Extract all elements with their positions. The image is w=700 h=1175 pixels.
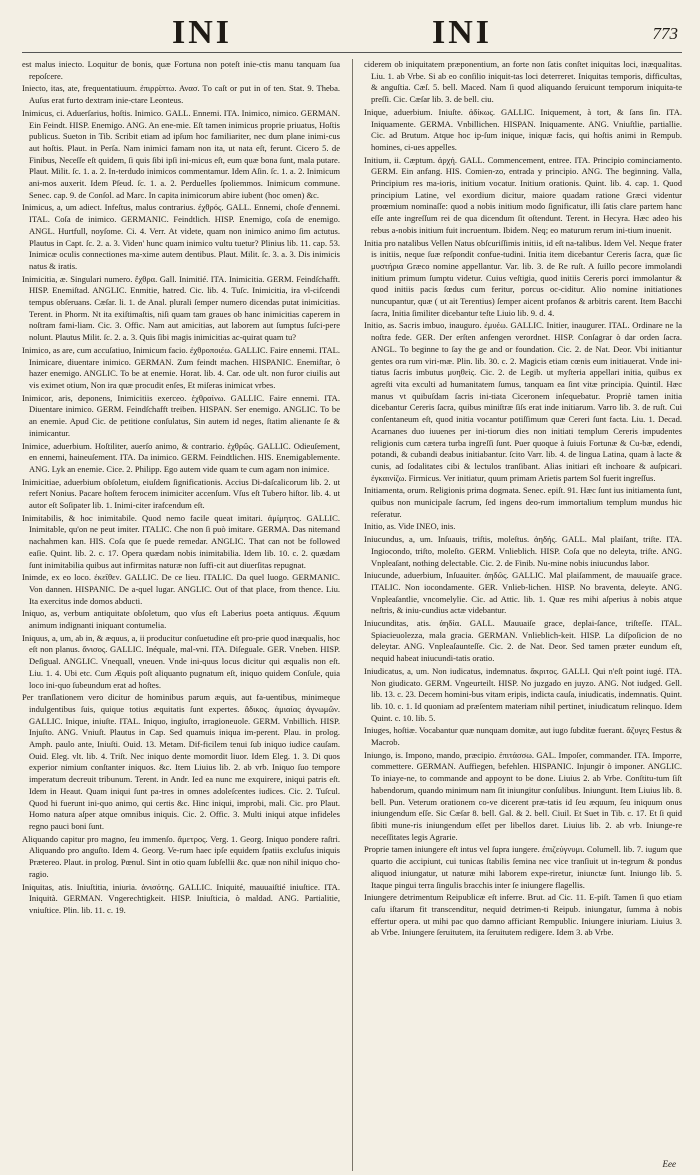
dictionary-entry: Inimicor, aris, deponens, Inimicitiis exerceo. ἐχθραίνω. GALLIC. Faire ennemi. ITA. Diuentare inimico. GERM. Feindſchafft treiben. HISPAN. Ser enemigo. ANGLIC. To be an enemie. Apud Cic. de petitione conſulatus, Sin autem id neges, ſtatim alienante ſe & inimicantur. xyxy=(22,392,340,438)
running-head-left: INI xyxy=(172,14,233,51)
column-divider xyxy=(352,59,353,1171)
dictionary-entry: Initiamenta, orum. Religionis prima dogmata. Senec. epiſt. 91. Hæc ſunt ius initiamenta ſunt, quibus non municipale ſacrum, ſed ingens deo-rum immortalium templum mundus hic reſeratur. xyxy=(364,485,682,519)
signature-mark: Eee xyxy=(662,1159,676,1169)
dictionary-entry: Iniquo, as, verbum antiquitate obſoletum, quo vſus eſt Laberius poeta antiquus. Æquum animum indignanti iniquant contumelia. xyxy=(22,608,340,631)
dictionary-entry: Iniecto, itas, ate, frequentatiuum. ἐπιρρίπτω. Ανασ. Τo caſt or put in of ten. Stat. 9. Theba. Auſus erat furto dextram inie-ctare Leonteus. xyxy=(22,83,340,106)
dictionary-entry: Initium, ii. Cæptum. ἀρχή. GALL. Commencement, entree. ITA. Principio cominciamento. GERM. Ein anfang. HIS. Comien-zo, entrada y principio. ANG. The beginning. Valla, Principium res ma-ioris, initium vocatur. Initium orationis. Quint. lib. 4. cap. 1. Quod principium Latine, vel exordium dicitur, maiore quadam ratione Græci videntur proœmium nominaſſe: quod a nobis initium modo ſignificatur, illi ſatis clare partem hanc eſſe ante ingreſſum rei de qua dicendum ſit oſtendunt. Terent. in Hecyra. Hæc adeo his rebus a-nobis initium fuit incruentum. Ibidem. Neq; eo maturum rerum ini-tium inuenit. xyxy=(364,154,682,235)
dictionary-entry: Iniucundus, a, um. Inſuauis, triſtis, moleſtus. ἀηδής. GALL. Mal plaiſant, triſte. ITA. Ingiocondo, triſto, moleſto. GERM. Vnlieblich. HISP. Coſa que no deleyta, triſte. ANG. Vnpleaſant, nothing delectable. Cic. 2. de Finib. Nu-mine nobis iniucundus labor. xyxy=(364,534,682,568)
running-head-right: INI xyxy=(432,14,493,51)
page-number: 773 xyxy=(652,24,678,43)
dictionary-entry: Inimicitia, æ. Singulari numero. ἔχθρα. Gall. Inimitié. ITA. Inimicitia. GERM. Feindſchafft. HISP. Enemiſtad. ANGLIC. Enmitie, hatred. Cic. lib. 4. Tuſc. Inimicitia, ira vl-ciſcendi tempus obſeruans. Cæſar. li. 1. de Anal. plurali ſemper numero dicendas putat inimicitias. Terent. in Phorm. Nt ita exiſtimaſtis, niſi quam tam graues ob hanc inimicitias caperem in noſtram fami-liam. Cic. 3. Offic. Nam aut amicitias, aut laborem aut ſumptus ſuſci-pere nolunt. Plautus Milit. ſc. 2. a. 3. Quis ſibi magis inimicitias ac-quirat quam tu? xyxy=(22,273,340,343)
dictionary-entry: Iniungo, is. Impono, mando, præcipio. ἐπιτάσσω. GAL. Impoſer, commander. ITA. Imporre, commettere. GERMAN. Auffiegen, befehlen. HISPANIC. Injungir ò imponer. ANGLIC. To iniaye-ne, to commande and appoynt to be done. Liuius 2. ab Vrbe. Conſtitu-tum ſiſt habendorum, quando minimum nam ſit iniungitur conſulibus. Iniungunt. Item Liuius lib. 8. bell. Pun. Veterum orationem co-ve dicerent præ-tatis id ſeu æquum, ſeu iniquum onus iniungendum eſſe. Sic Cæſar 8. bell. Gal. & 2. bell. Ciuil. Et Suet in Tib. c. 17. Et ſi quid ſibiti mune-ris iniungendum eſſet per libellos daret. Liuius lib. 2. ab vrb. Iniunge-re neceſſitates legis Agrarie. xyxy=(364,749,682,842)
dictionary-entry: Iniungere detrimentum Reipublicæ eſt inferre. Brut. ad Cic. 11. E-piſt. Tamen ſi quo etiam caſu iſtarum fit transcenditur, nequid detrimen-ti Reipub. iniungatur, ſumma à nobis effertur opera. ut mihi pac quo damno afficiant Rempublic. Iniungere iniuriam. Liuius 3. ab Vrbe. Iniungere ſeruitutem, ita ſeruitutem redigere. Idem 3. ab Vrbe. xyxy=(364,892,682,938)
dictionary-entry: Proprie tamen iniungere eſt intus vel ſupra iungere. ἐπιζεύγνυμι. Columell. lib. 7. iugum que quarto die accipiunt, cui tunicas ſtabilis ſemina nec vice tranſiuit ut in-tegrum & pondus aliquod iniungatur, ut naturæ mihi laborem expe-riretur, iniunctæ ſunt. Iniungo lib. 5. Itaque pingui terra ſingulis bracchis inter ſe iniungere flagellis. xyxy=(364,844,682,890)
dictionary-entry: Inimicus, ci. Aduerſarius, hoſtis. Inimico. GALL. Ennemi. ITA. Inimico, nimico. GERMAN. Ein Feindt. HISP. Enemigo. ANG. An ene-mie. Eſt tamen inimicus proprie priuatus, Hoſtis publicus. Sueton in Tib. Scribit etiam ad ipſum hoc familiariter, nec dum plane inimi-cus aut hoſtis. Plaut. in Perſa. Nam inimici famam non ita, ut nata eſt, ferunt. Cicero 5. de Finibus, Neceſſe eſt quidem, ſi quis ſibi ipſi ini-micus eſt, eum quæ bona ſunt, mala putare. Plaut. Milit. ſc. 1. a. 2. In-terdudo inimicos commentamur. Idem Aſin. ſc. 1. a. 2. Inimicum ani-mos auxerit. Idem Pſeud. ſc. 1. a. 2. Perduelles ſpoliemmos. Inimicum commune. Senec. cap. 9. de Conſol. ad Marc. In capita inimicorum abire iubent (hoc omen) &c. xyxy=(22,107,340,200)
dictionary-entry: Inimde, ex eo loco. ἐκεῖθεν. GALLIC. De ce lieu. ITALIC. Da quel luogo. GERMANIC. Von dannen. HISPANIC. De a-quel lugar. ANGLIC. Out of that place, from thence. Liu. Ita exercitus inde domos abducti. xyxy=(22,572,340,606)
dictionary-entry: Iniquus, a, um, ab in, & æquus, a, ii producitur conſuetudine eſt pro-prie quod inæqualis, hoc eſt non planus. ἄνισος. GALLIC. Inéquale, mal-vni. ITA. Diſeguale. GER. Vneben. HISP. Deſigual. ANGLIC. Vnequall, vneuen. Vnde ini-quus locus dicitur qui æqualis non eſt. Liu. 1. 4. Ubi etc. Cum Æquis poſt aliquanto pugnatum eſt, iniquo quidem Conſule, quia loco ini-quo ſubeundum erat ad hoſtes. xyxy=(22,632,340,690)
left-column xyxy=(22,59,340,1171)
dictionary-entry: Iniucunditas, atis. ἀηδία. GALL. Mauuaiſe grace, deplai-ſance, triſteſſe. ITAL. Spiacieuolezza, mala gracia. GERMAN. Vnlieblich-keit. HISP. La diſpoſicion de no deleytar. ANG. Vnpleaſaunteſſe. Cic. 2. de Nat. Deor. Sed tamen præter eundum eſt, nequid habeat iniucundi-tatis oratio. xyxy=(364,618,682,664)
dictionary-entry: Initio, as. Vide INEO, inis. xyxy=(364,521,456,532)
dictionary-entry: Inimicitiae, aduerbium obſoletum, eiuſdem ſignificationis. Accius Di-daſcalicorum lib. 2. ut refert Nonius. Pacare hoſtem ferocem inimiciter accenſum. Vſus eſt Tubero hiſtor. lib. 4. ut autor eſt Soſipater lib. 1. Inimi-citer irafcendum eſt. xyxy=(22,476,340,511)
dictionary-entry: Per tranſlationem vero dicitur de hominibus parum æquis, aut fa-uentibus, minimeque indulgentibus ſuis, quique totius æquitatis ſunt expertes. ἄδικος. ἀμιαίας ἀγνωμῶν. GALLIC. Inique, iniuſte. ITAL. Iniquo, ingiuſto, irragioneuole. GERM. Vnbillich. HISP. Injuſto. ANG. Vniuſt. Plautus in Cap. Sed quamuis iniqua im-perent. Plau. in prolog. Amph. paulo ante, Iniuſti. Ouid. 13. Metam. Dif-ficilem tenui ſub iniquo iudice cauſam. Ouid. Eleg. vlt. lib. 4. Triſt. Nec iniquo dente momordit liuor. Idem Eleg. 1. 3. Di quos experior nimium conſtanter iniquos. &c. Item Liuius lib. 2. ab vrb. Iniquo ſuo tempore imperatum decreuit tribunum. Terent. in Andr. Ied ea nunc me exquirere, iniqui patris eſt. Idem in Heaut. Quam iniqui ſunt pa-tres in omnes adoleſcentes iudices. Cic. 2. Tuſcul. Quod hi fuerunt ini-quo animo, qui certis &c. Hinc iniqui, improbi, mali. Cic. pro Plaut. Homo natura aſper atque omnibus iniquis. Cic. 2. Offic. 3. Multi iniqui atque infideles regno pauci boni ſunt. xyxy=(22,692,340,831)
dictionary-entry: Inimitabilis, & hoc inimitabile. Quod nemo facile queat imitari. ἀμίμητος. GALLIC. Inimitable, qu'on ne peut imiter. ITALIC. Che non ſi può imitare. GERMA. Das nitemand nachahmen kan. HIS. Coſa que ſe puede remedar. ANGLIC. That can not be followed eaſie. Quint. lib. 2. c. 17. Opera quædam nobis inimitabilia. Idem lib. 10. c. 2. quædam ſunt inimitabilia quibus aut infirmitas naturæ non ſuffi-cit aut diuerſitas repugnat. xyxy=(22,512,340,570)
dictionary-entry: Aliquando capitur pro magno, ſeu immenſo. ἄμετρος. Verg. 1. Georg. Iniquo pondere raſtri. Aliquando pro anguſto. Idem 4. Georg. Ve-rum haec ipſe equidem ſpatiis excluſus iniquis Prætereo. Plaut. in prolog. Pœnul. Sint in otio quam ſubſellii &c. quæ non nihil iniquo cho-ragio. xyxy=(22,833,340,879)
dictionary-entry: Iniudicatus, a, um. Non iudicatus, indemnatus. ἄκριτος. GALLI. Qui n'eſt point iugé. ITA. Non giudicato. GERM. Vngeurteilt. HISP. No juzgado en juyzo. ANG. Not iudged. Gell. lib. 13. c. 23. Decem homini-bus vitam eripis, indicta cauſa, iniudicatis, indemnatis. Quint. lib. 10. c. 1. Id quoniam ad præſentem materiam nihil pertinet, iniudicatum relinquo. Idem Quint. c. 10. lib. 5. xyxy=(364,665,682,723)
dictionary-entry: Inimicus, a, um adiect. Infeſtus, malus contrarius. ἐχθρός. GALL. Ennemi, choſe d'ennemi. ITAL. Coſa de inimico. GERMANIC. Feindtlich. HISP. Enemigo, coſa de enemigo. ANGL. Hurtfull, noyſome. Ci. 4. Verr. At videte, quam non inimico animo ſim actutus. Plautus in Capt. ſc. 2. a. 3. Viden' hunc quam inimico vultu tuetur? Plinius lib. 11. cap. 53. Inimicæ oculis connectiones ma-xime autem dentibus. Plaut. Milit. ſc. 3. a. 3. Dis inimicis natus & iratis. xyxy=(22,202,340,271)
two-column-body xyxy=(22,59,682,1171)
dictionary-entry: Inimico, as are, cum accuſatiuo, Inimicum facio. ἐχθροποιέω. GALLIC. Faire ennemi. ITAL. Inimicare, diuentare inimico. GERMAN. Zum feindt machen. HISPANIC. Enemiſtar, ò hazer enemigo. ANGLIC. To be at enemie. Horat. lib. 4. Car. ode ult. non furor ciuilis aut vis eximet otium, Non ira quæ procudit enſes, Et miſeras inimicat vrbes. xyxy=(22,344,340,390)
dictionary-entry: Inique, aduerbium. Iniuſte. ἀδίκως. GALLIC. Iniquement, à tort, & ſans ſin. ITA. Iniquamente. GERMA. Vnbillichen. HISPAN. Iniquamente. ANG. Vniuſtlie, partiallie. Cic. ad Brutum. Atque hoc ip-ſum inique, iniquæ facis, qui hoſtis animi in Rempub. homines, ci-ues appelles. xyxy=(364,106,682,152)
dictionary-entry: Iniucunde, aduerbium, Inſuauiter. ἀηδῶς. GALLIC. Mal plaiſamment, de mauuaiſe grace. ITALIC. Non iocondamente. GER. Vnlieb-lichen. HISP. No braventa, deleyte. ANG. Vnpleaſantlie, vncomelylie. Cic. ad Attic. lib. 1. Quæ res mihi aſperius à nobis atque neſtris, & iniu-cundius actæ videbantur. xyxy=(364,570,682,616)
dictionary-entry: Initio, as. Sacris imbuo, inauguro. ἐμυέω. GALLIC. Initier, inaugurer. ITAL. Ordinare ne la noſtra fede. GER. Der erſten anfengen verordnet. HISP. Conſagrar ò dar orden ſacra. ANGL. To beginne to ſay the ge and or foundation. Cic. 2. de Nat. Deor. Vbi initiantur gentes ora rum viri-mæ. Plin. lib. 30. c. 2. Magicis etiam cœnis eum initiauerat. Vnde ini-tiatus ſacris imbutus μυηθεὶς. Cic. 2. de Legib. ut myſteria appellari initia, quibus ex agreſti vita exculti ad humanitatem ſumus, tanquam ea ſint vitæ principia. Quintil. Hæc manus vt quibuſdam ſacris ini-tiata Ciceronem inſequebatur. Propriè tamen initia dicebantur Cereris ſacra, quibus miniſtræ ſiſs erat inde initiarum. Varro lib. 3. de ruſt. Cui conſentaneum eſt, quod initia vocantur potiſſimum quæ Cereri ſunt facta. Liu. 1. Decad. Acarnanes duo iuuenes per ini-tiorum dies non initiati templum Cereris impudentes religionis cum cætera turba ingreſſi ſunt. Puer quoque à ſuiuis Fortunæ & Cu-bæ, edendi, potandi, & cubandi deabus initiabantur. ſcito Varr. lib. 4. de lingua Latina, quam à lacte & cunis, ad ſodalitates cibi & lectulos tranſibant. Alias initiari eſt inchoare & auſpicari. ἐγκαινίζω. Firmicus. Ver initiatur, quum primam Arietis partem Sol fuerit ingreſſus. xyxy=(364,320,682,483)
page-header xyxy=(22,10,682,53)
right-column xyxy=(364,59,682,1171)
dictionary-entry: Initia pro natalibus Vellen Natus obſcuriſſimis initiis, id eſt na-talibus. Idem Vel. Neque frater is initiis, neque ſuæ reſpondit confue-tudini. Initia item dicebantur Cereris ſacra, quæ ſic μυστήρια Græco nomine appellantur. Var. lib. 3. de Re ruſt. A ſuillo pecore immolandi initium primum ſumptu videtur. Cuius veſtigia, quod initiis Cereris porci immolantur & quod initiis pacis ſœdus cum feritur, porcus oc-ciditur. Alio nomine initiationes nuncupantur, quæ ( ut ait Terentius) ſemper aicent profanos & arbitris carent. Item Bacchi ſacra, Initia ſimiliter dicebantur teſte Liuio lib. 9. d. 4. xyxy=(364,237,682,318)
dictionary-entry: Inimice, aduerbium. Hoſtiliter, auerſo animo, & contrario. ἐχθρῶς. GALLIC. Odieuſement, en ennemi, haineuſement. ITA. Da inimico. GERM. Feindtlichen. HIS. Enemigablemente. ANG. Lyk an enemie. Cice. 2. Philipp. Ego autem vide quam te cum agam non inimice. xyxy=(22,440,340,474)
dictionary-entry: Iniquitas, atis. Iniuſtitia, iniuria. ἀνισότης. GALLIC. Iniquité, mauuaiſtié iniuſtice. ITA. Iniquità. GERMAN. Vngerechtigkeit. HISP. Iniuſticia, ò maldad. ANG. Partialitie, vniuſtice. Plin. lib. 11. c. 19. xyxy=(22,881,340,915)
dictionary-entry: Iniuges, hoſtiæ. Vocabantur quæ nunquam domitæ, aut iugo ſubditæ fuerant. ἄζυγες Festus & Macrob. xyxy=(364,725,682,748)
dictionary-entry: ciderem ob iniquitatem præponentium, an forte non ſatis conſtet iniquitas loci, inæqualitas. Liu. 1. ab Vrbe. Si ab eo conſilio iniquit-tas loci deterreret. Iniquitas temporis, difficultas, & anguſtia. Cæſ. 5. bell. Maced. Nam ſi quod aliquando ſeruicunt temporum iniquita-te preſſi. Cic. Cæſar lib. 3. de bell. ciu. xyxy=(364,59,682,105)
dictionary-entry: est malus iniecto. Loquitur de bonis, quæ Fortuna non poteſt inie-ctis manu tanquam ſua repoſcere. xyxy=(22,59,340,81)
